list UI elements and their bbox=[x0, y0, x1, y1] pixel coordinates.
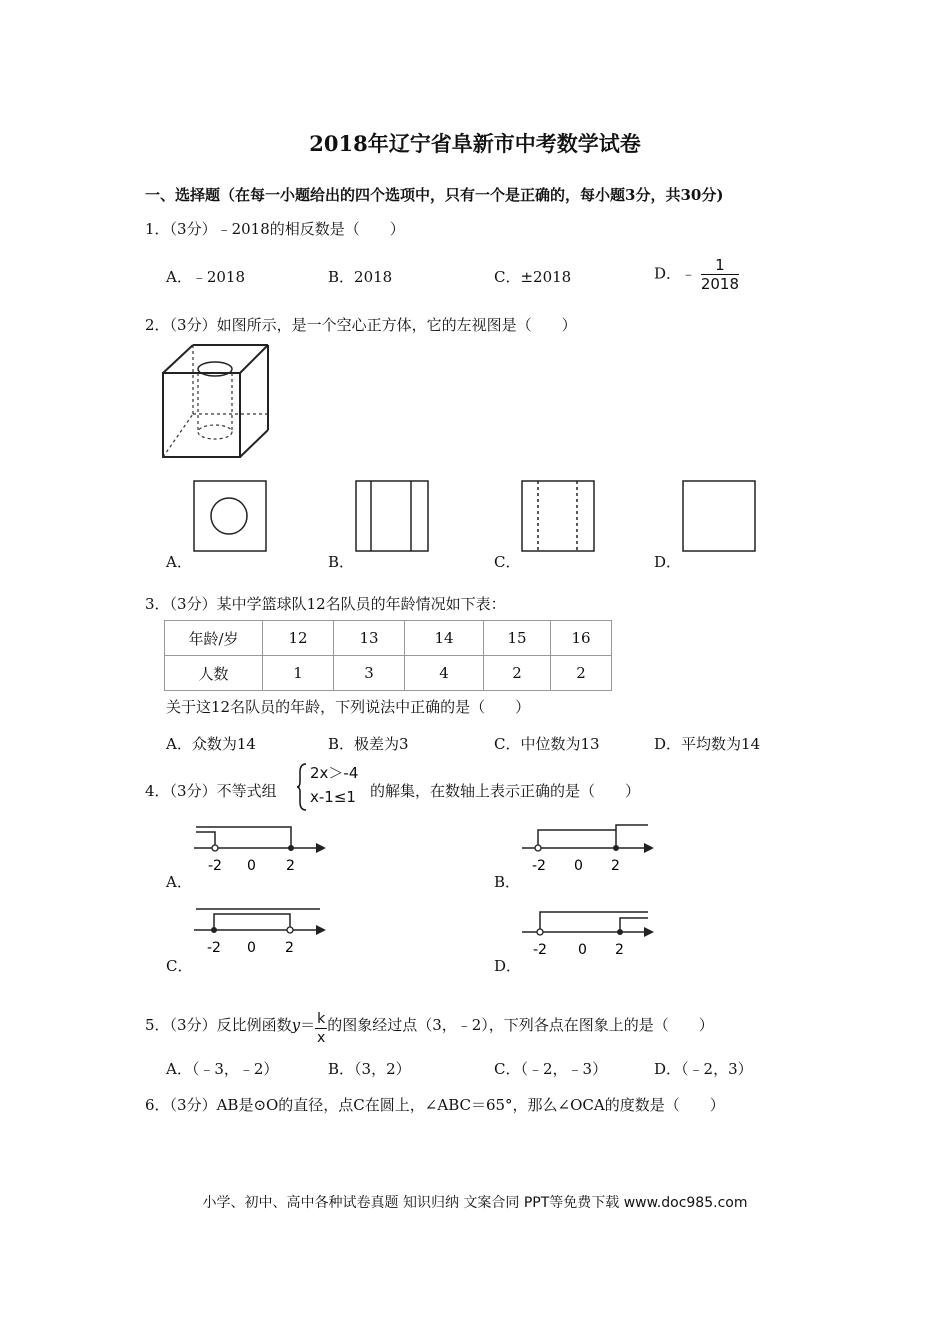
hollow-cube-figure bbox=[160, 342, 280, 462]
question-1-stem: 1．（3分）﹣2018的相反数是（ ） bbox=[145, 220, 405, 238]
view-option-b-figure bbox=[355, 480, 429, 552]
table-cell: 2 bbox=[484, 656, 551, 691]
section-heading: 一、选择题（在每一小题给出的四个选项中，只有一个是正确的，每小题3分，共30分) bbox=[145, 186, 724, 204]
view-option-a-figure bbox=[193, 480, 267, 552]
number-line-option-a bbox=[192, 822, 328, 878]
q5-option-a: A．（﹣3，﹣2） bbox=[166, 1060, 279, 1078]
inequality-line-2: x-1≤1 bbox=[310, 788, 356, 806]
fraction-denominator: x bbox=[317, 1030, 326, 1046]
q3-option-d: D．平均数为14 bbox=[654, 735, 761, 753]
question-3-stem: 3．（3分）某中学篮球队12名队员的年龄情况如下表： bbox=[145, 595, 506, 613]
axis-label: 0 bbox=[574, 858, 583, 874]
q4-option-a: A． bbox=[166, 873, 192, 891]
q5-stem-prefix: 5．（3分）反比例函数 bbox=[145, 1016, 292, 1034]
q2-option-a: A． bbox=[166, 553, 192, 571]
axis-label: 0 bbox=[578, 942, 587, 958]
q5-stem-suffix: 的图象经过点（3，﹣2），下列各点在图象上的是（ ） bbox=[327, 1016, 714, 1034]
table-cell: 2 bbox=[551, 656, 612, 691]
axis-label: -2 bbox=[532, 858, 546, 874]
question-5-stem bbox=[145, 1010, 714, 1047]
age-table bbox=[164, 620, 612, 691]
axis-label: 0 bbox=[247, 940, 256, 956]
q1-option-d bbox=[654, 256, 739, 293]
number-line-option-b bbox=[520, 820, 656, 876]
age-table-header-row bbox=[165, 621, 612, 656]
q5-option-c: C．（﹣2，﹣3） bbox=[494, 1060, 608, 1078]
table-cell: 人数 bbox=[165, 656, 263, 691]
axis-label: -2 bbox=[533, 942, 547, 958]
q3-option-a: A．众数为14 bbox=[166, 735, 256, 753]
view-option-d-figure bbox=[682, 480, 756, 552]
table-cell: 1 bbox=[263, 656, 334, 691]
q3-option-c: C．中位数为13 bbox=[494, 735, 600, 753]
q4-option-d: D． bbox=[494, 957, 522, 975]
q1-option-d-fraction bbox=[701, 256, 739, 293]
number-line-option-d bbox=[520, 904, 656, 960]
fraction-numerator: 1 bbox=[701, 256, 739, 275]
q5-fraction bbox=[315, 1010, 327, 1047]
number-line-option-c bbox=[192, 904, 328, 960]
page-title: 2018年辽宁省阜新市中考数学试卷 bbox=[309, 131, 641, 156]
q4-option-b: B． bbox=[494, 873, 521, 891]
age-table-count-row bbox=[165, 656, 612, 691]
footer-text: 小学、初中、高中各种试卷真题 知识归纳 文案合同 PPT等免费下载 www.doc985.com bbox=[202, 1195, 748, 1211]
table-cell: 4 bbox=[405, 656, 484, 691]
table-cell: 16 bbox=[551, 621, 612, 656]
inequality-line-1: 2x＞-4 bbox=[310, 764, 359, 782]
table-cell: 14 bbox=[405, 621, 484, 656]
q5-equals: ＝ bbox=[300, 1016, 316, 1034]
q2-option-b: B． bbox=[328, 553, 355, 571]
axis-label: -2 bbox=[208, 858, 222, 874]
axis-label: -2 bbox=[207, 940, 221, 956]
view-option-c-figure bbox=[521, 480, 595, 552]
table-cell: 年龄/岁 bbox=[165, 621, 263, 656]
axis-label: 2 bbox=[611, 858, 620, 874]
brace-icon bbox=[296, 762, 308, 812]
q3-option-b: B．极差为3 bbox=[328, 735, 409, 753]
q2-option-c: C． bbox=[494, 553, 521, 571]
axis-label: 2 bbox=[285, 940, 294, 956]
axis-label: 2 bbox=[286, 858, 295, 874]
fraction-numerator: k bbox=[317, 1011, 326, 1027]
q1-option-a: A．﹣2018 bbox=[166, 268, 246, 286]
question-2-stem: 2．（3分）如图所示，是一个空心正方体，它的左视图是（ ） bbox=[145, 316, 577, 334]
fraction-denominator: 2018 bbox=[700, 275, 739, 293]
question-3-followup: 关于这12名队员的年龄，下列说法中正确的是（ ） bbox=[166, 698, 531, 716]
axis-label: 2 bbox=[615, 942, 624, 958]
q1-option-d-label: D．﹣ bbox=[654, 264, 697, 283]
q4-option-c: C． bbox=[166, 957, 193, 975]
question-4-stem-prefix: 4．（3分）不等式组 bbox=[145, 782, 277, 800]
q1-option-c: C．±2018 bbox=[494, 268, 572, 286]
q5-variable-y: y bbox=[291, 1016, 301, 1034]
axis-label: 0 bbox=[247, 858, 256, 874]
question-6-stem: 6．（3分）AB是⊙O的直径，点C在圆上，∠ABC＝65°，那么∠OCA的度数是（ ） bbox=[145, 1096, 725, 1114]
q5-option-b: B．（3，2） bbox=[328, 1060, 411, 1078]
table-cell: 3 bbox=[334, 656, 405, 691]
table-cell: 13 bbox=[334, 621, 405, 656]
q5-option-d: D．（﹣2，3） bbox=[654, 1060, 753, 1078]
table-cell: 12 bbox=[263, 621, 334, 656]
question-4-stem-suffix: 的解集，在数轴上表示正确的是（ ） bbox=[370, 782, 641, 800]
q1-option-b: B．2018 bbox=[328, 268, 393, 286]
q2-option-d: D． bbox=[654, 553, 682, 571]
table-cell: 15 bbox=[484, 621, 551, 656]
